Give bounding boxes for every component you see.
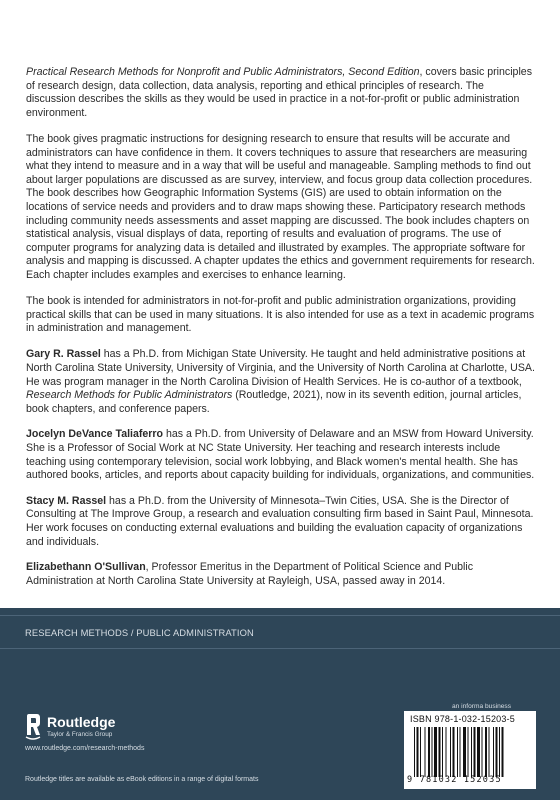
author-bio-text: has a Ph.D. from Michigan State University. He taught and held administrative positions at North Carolina State University, University of Virginia, and the University of North Carolina at Charlotte, USA. He was program manager in the North Carolina Division of Health Services. He is co-author of a textbook, [26, 348, 535, 388]
cover-text [26, 66, 536, 600]
publisher-name: Routledge [47, 714, 116, 730]
author-bio [26, 348, 536, 416]
description-intro [26, 66, 536, 120]
isbn-text: ISBN 978-1-032-15203-5 [410, 714, 515, 724]
divider [0, 615, 560, 616]
author-bio-text: (Routledge, 2021), now in its seventh edition, journal articles, book chapters, and conference papers. [26, 389, 522, 415]
author-bio [26, 561, 536, 588]
description-paragraph-2: The book gives pragmatic instructions for designing research to ensure that results will be accurate and administrators can have confidence in them. It covers techniques to assure that researchers are measuring what they intend to measure and in a way that will be useful and manageable. Sampling methods to find out about larger populations are discussed as are survey, interview, and focus group data collection procedures. The book describes how Geographic Information Systems (GIS) are used to obtain information on the locations of service needs and providers and to draw maps showing these. Participatory research methods including community needs assessments and asset mapping are discussed. The book includes chapters on statistical analysis, visual displays of data, reporting of results and evaluation of programs. The use of computer programs for analyzing data is detailed and illustrated by examples. The appropriate software for analysis and mapping is discussed. A chapter updates the ethics and government requirements for research. Each chapter includes examples and exercises to enhance learning. [26, 132, 535, 281]
book-title: Practical Research Methods for Nonprofit and Public Administrators, Second Edition [26, 66, 420, 78]
author-name: Stacy M. Rassel [26, 494, 107, 507]
isbn-barcode [404, 711, 536, 789]
author-bio [26, 428, 536, 482]
author-book-title: Research Methods for Public Administrators [26, 389, 233, 402]
author-name: Elizabethann O'Sullivan [26, 561, 146, 574]
publisher-url[interactable]: www.routledge.com/research-methods [25, 745, 145, 752]
divider [0, 648, 560, 649]
author-name: Gary R. Rassel [26, 348, 101, 361]
author-bio-text: has a Ph.D. from the University of Minnesota–Twin Cities, USA. She is the Director of Consulting at The Improve Group, a research and evaluation consulting firm based in Saint Paul, Minnesota. Her work focuses on conducting external evaluations and building the evaluation capacity of organizations and individuals. [26, 494, 534, 548]
author-bio [26, 495, 536, 549]
intro-text: , covers basic principles of research design, data collection, data analysis, reporting and ethical principles of research. The discussion describes the skills as they would be used in practice in a not-for-profit or public administration environment. [26, 66, 532, 119]
description-paragraph-3: The book is intended for administrators in not-for-profit and public administration organizations, providing practical skills that can be used in many situations. It is also intended for use as a text in academic programs in administration and management. [26, 295, 535, 335]
barcode-digits: 9 781032 152035 [407, 775, 502, 785]
subject-category: RESEARCH METHODS / PUBLIC ADMINISTRATION [25, 627, 254, 638]
publisher-logo [25, 712, 185, 744]
barcode-icon [414, 727, 526, 777]
informa-label: an informa business [452, 703, 512, 710]
author-bio-text: has a Ph.D. from University of Delaware and an MSW from Howard University. She is a Professor of Social Work at NC State University. Her teaching and research interests include teaching using contemporary television, social work lobbying, and Black women's mental health. She has authored books, articles, and reports about capacity building for individuals, organizations, and communities. [26, 428, 535, 482]
ebook-note: Routledge titles are available as eBook editions in a range of digital formats [25, 776, 259, 783]
routledge-logo-icon [25, 713, 41, 741]
author-name: Jocelyn DeVance Taliaferro [26, 428, 163, 441]
publisher-group: Taylor & Francis Group [47, 731, 113, 738]
author-bio-text: , Professor Emeritus in the Department of Political Science and Public Administration at North Carolina State University at Rayleigh, USA, passed away in 2014. [26, 561, 474, 587]
